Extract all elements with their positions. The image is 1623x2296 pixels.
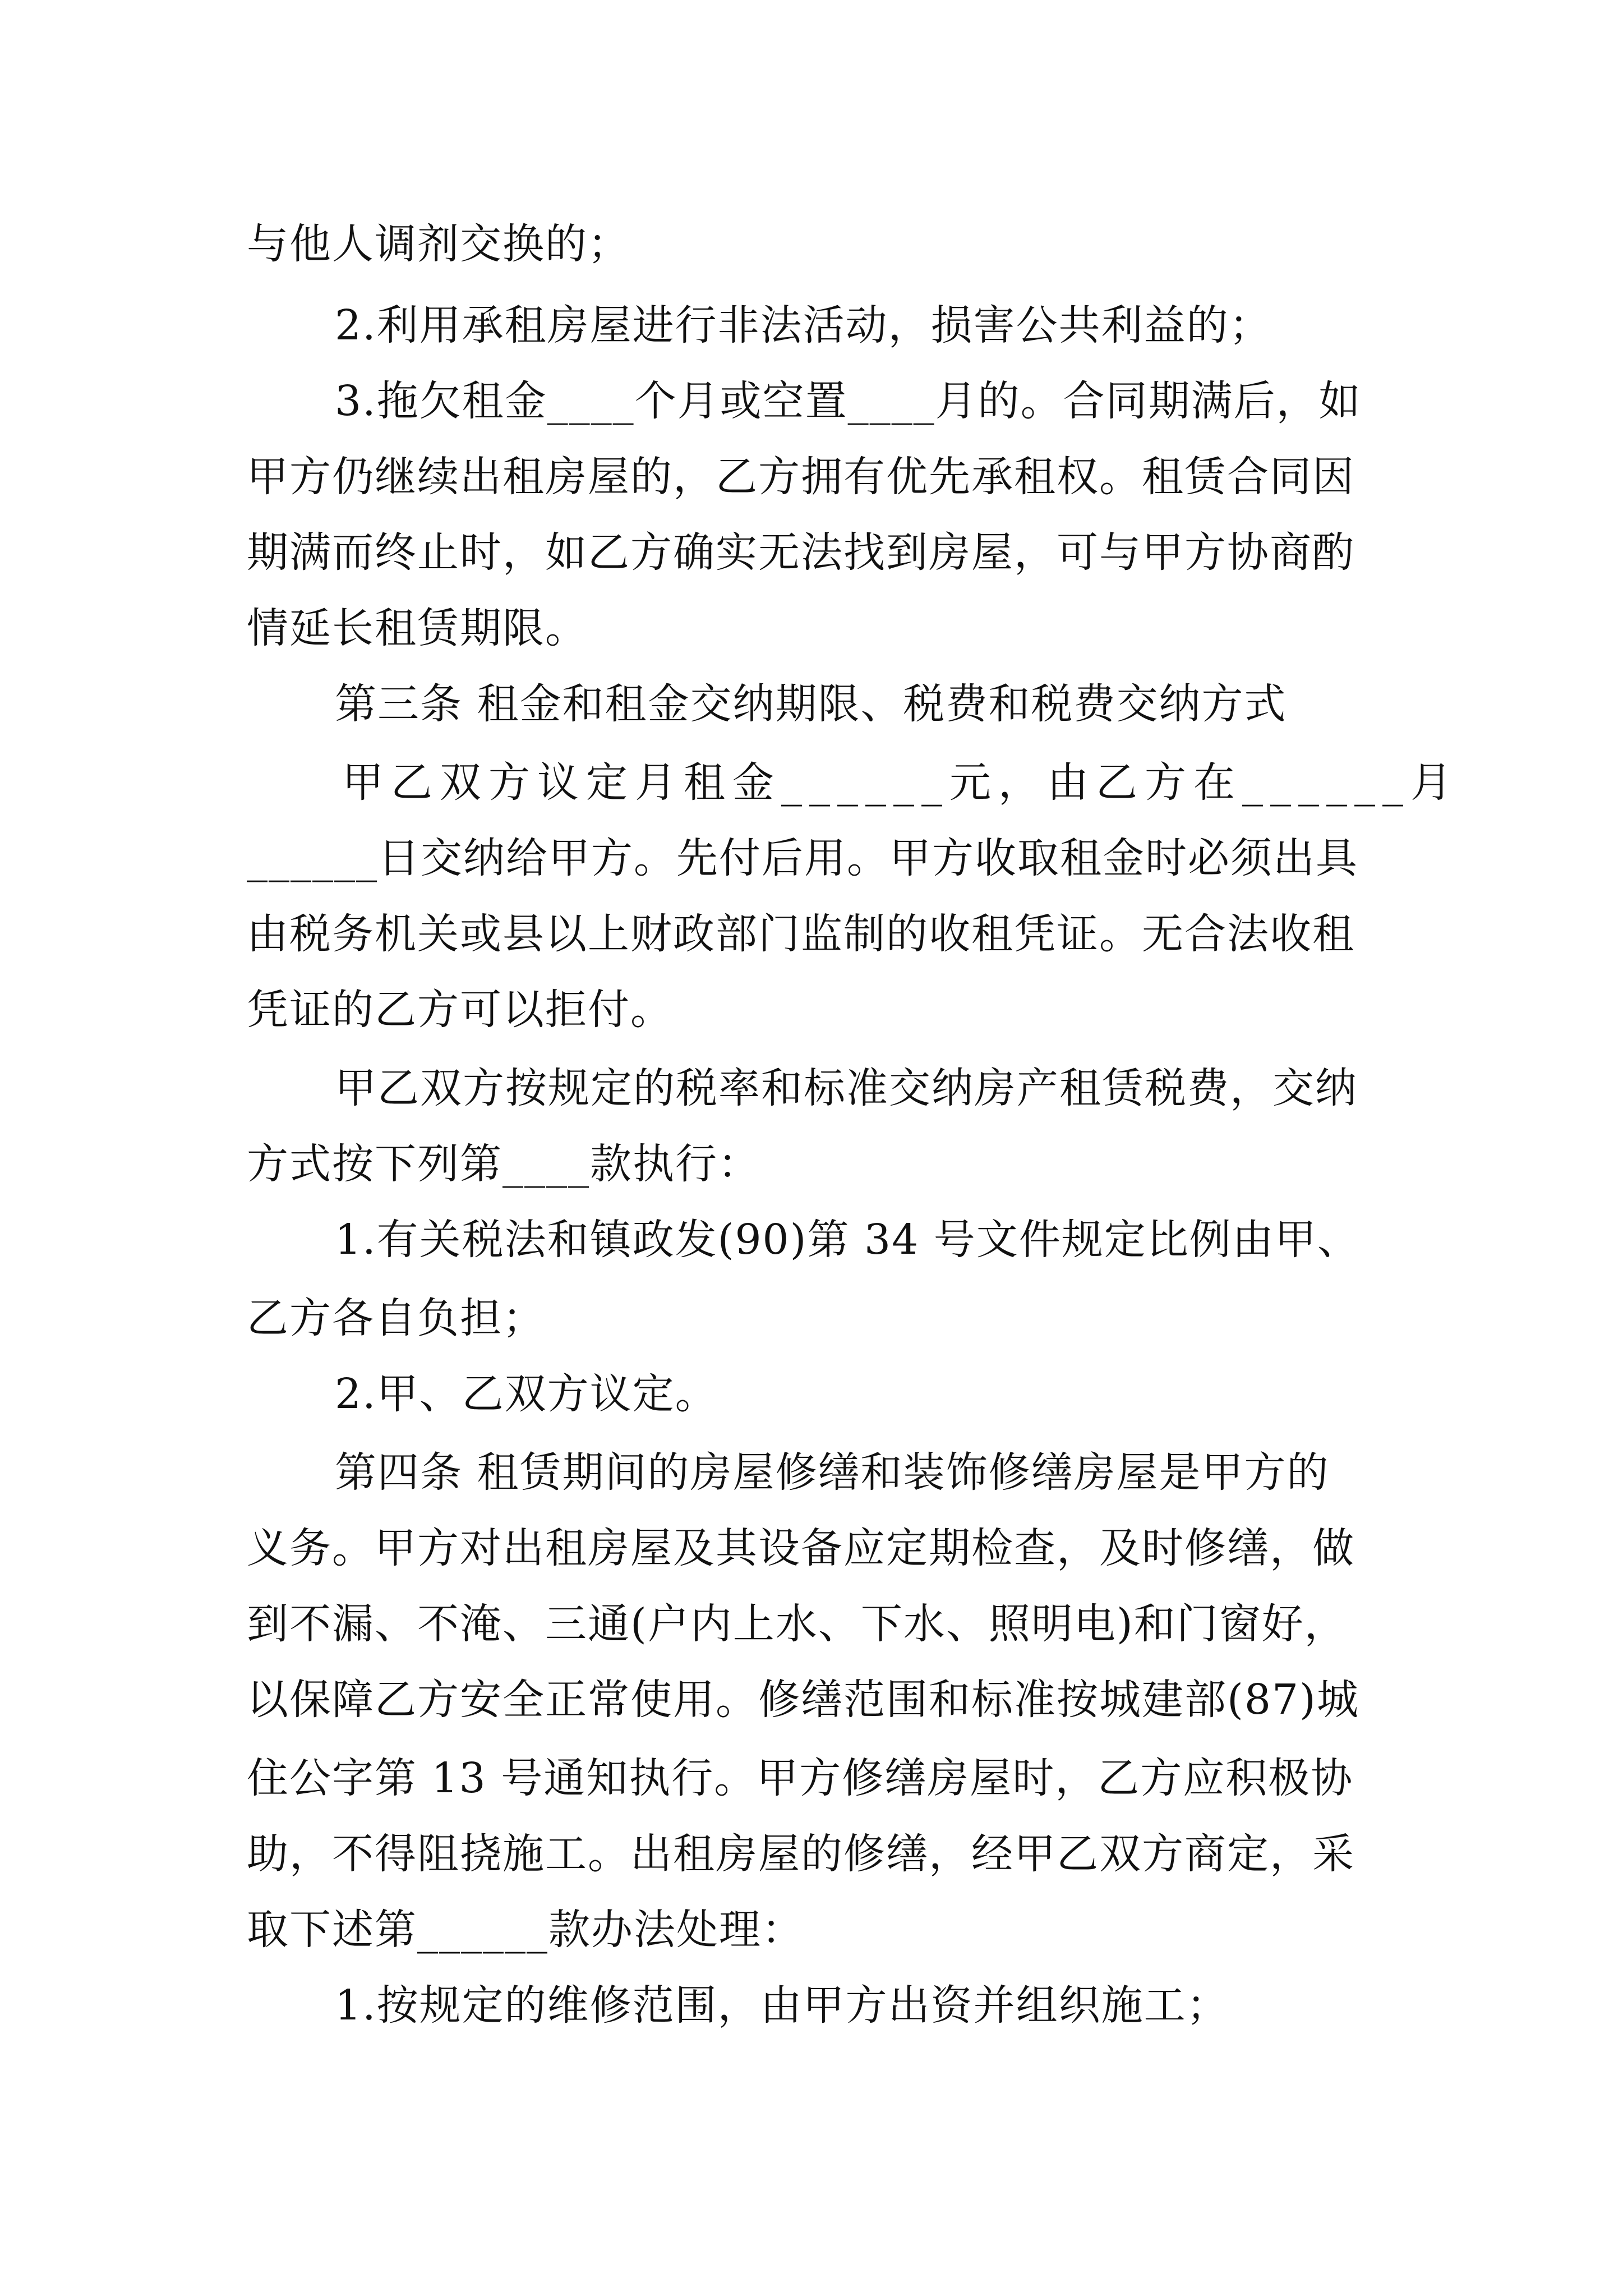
paragraph-line: 3.拖欠租金____个月或空置____月的。合同期满后，如 [335, 377, 1362, 425]
paragraph-line: 1.有关税法和镇政发(90)第 34 号文件规定比例由甲、 [335, 1216, 1360, 1264]
paragraph-line: 甲方仍继续出租房屋的，乙方拥有优先承租权。租赁合同因 [247, 453, 1355, 501]
paragraph-line: 甲乙双方按规定的税率和标准交纳房产租赁税费，交纳 [335, 1064, 1358, 1112]
paragraph-line: 1.按规定的维修范围，由甲方出资并组织施工； [335, 1981, 1229, 2030]
paragraph-line: 与他人调剂交换的； [247, 220, 630, 268]
paragraph-line: 由税务机关或县以上财政部门监制的收租凭证。无合法收租 [247, 910, 1355, 958]
paragraph-line: 凭证的乙方可以拒付。 [247, 986, 673, 1034]
paragraph-line: 义务。甲方对出租房屋及其设备应定期检查，及时修缮，做 [247, 1524, 1355, 1572]
paragraph-line: 乙方各自负担； [247, 1294, 545, 1342]
paragraph-line: 2.甲、乙双方议定。 [335, 1370, 718, 1418]
paragraph-line: 助，不得阻挠施工。出租房屋的修缮，经甲乙双方商定，采 [247, 1830, 1355, 1878]
paragraph-line: 取下述第______款办法处理： [247, 1906, 804, 1954]
paragraph-line: 甲乙双方议定月租金______元，由乙方在______月 [342, 758, 1459, 807]
paragraph-line: 方式按下列第____款执行： [247, 1140, 760, 1188]
paragraph-line: ______日交纳给甲方。先付后用。甲方收取租金时必须出具 [247, 834, 1358, 882]
paragraph-line: 期满而终止时，如乙方确实无法找到房屋，可与甲方协商酌 [247, 528, 1355, 577]
paragraph-line: 以保障乙方安全正常使用。修缮范围和标准按城建部(87)城 [247, 1676, 1359, 1724]
article-heading: 第四条 租赁期间的房屋修缮和装饰修缮房屋是甲方的 [335, 1448, 1330, 1497]
paragraph-line: 2.利用承租房屋进行非法活动，损害公共利益的； [335, 301, 1272, 349]
paragraph-line: 到不漏、不淹、三通(户内上水、下水、照明电)和门窗好， [247, 1600, 1347, 1648]
paragraph-line: 住公字第 13 号通知执行。甲方修缮房屋时，乙方应积极协 [247, 1754, 1354, 1802]
paragraph-line: 情延长租赁期限。 [247, 604, 588, 652]
article-heading: 第三条 租金和租金交纳期限、税费和税费交纳方式 [335, 680, 1287, 728]
